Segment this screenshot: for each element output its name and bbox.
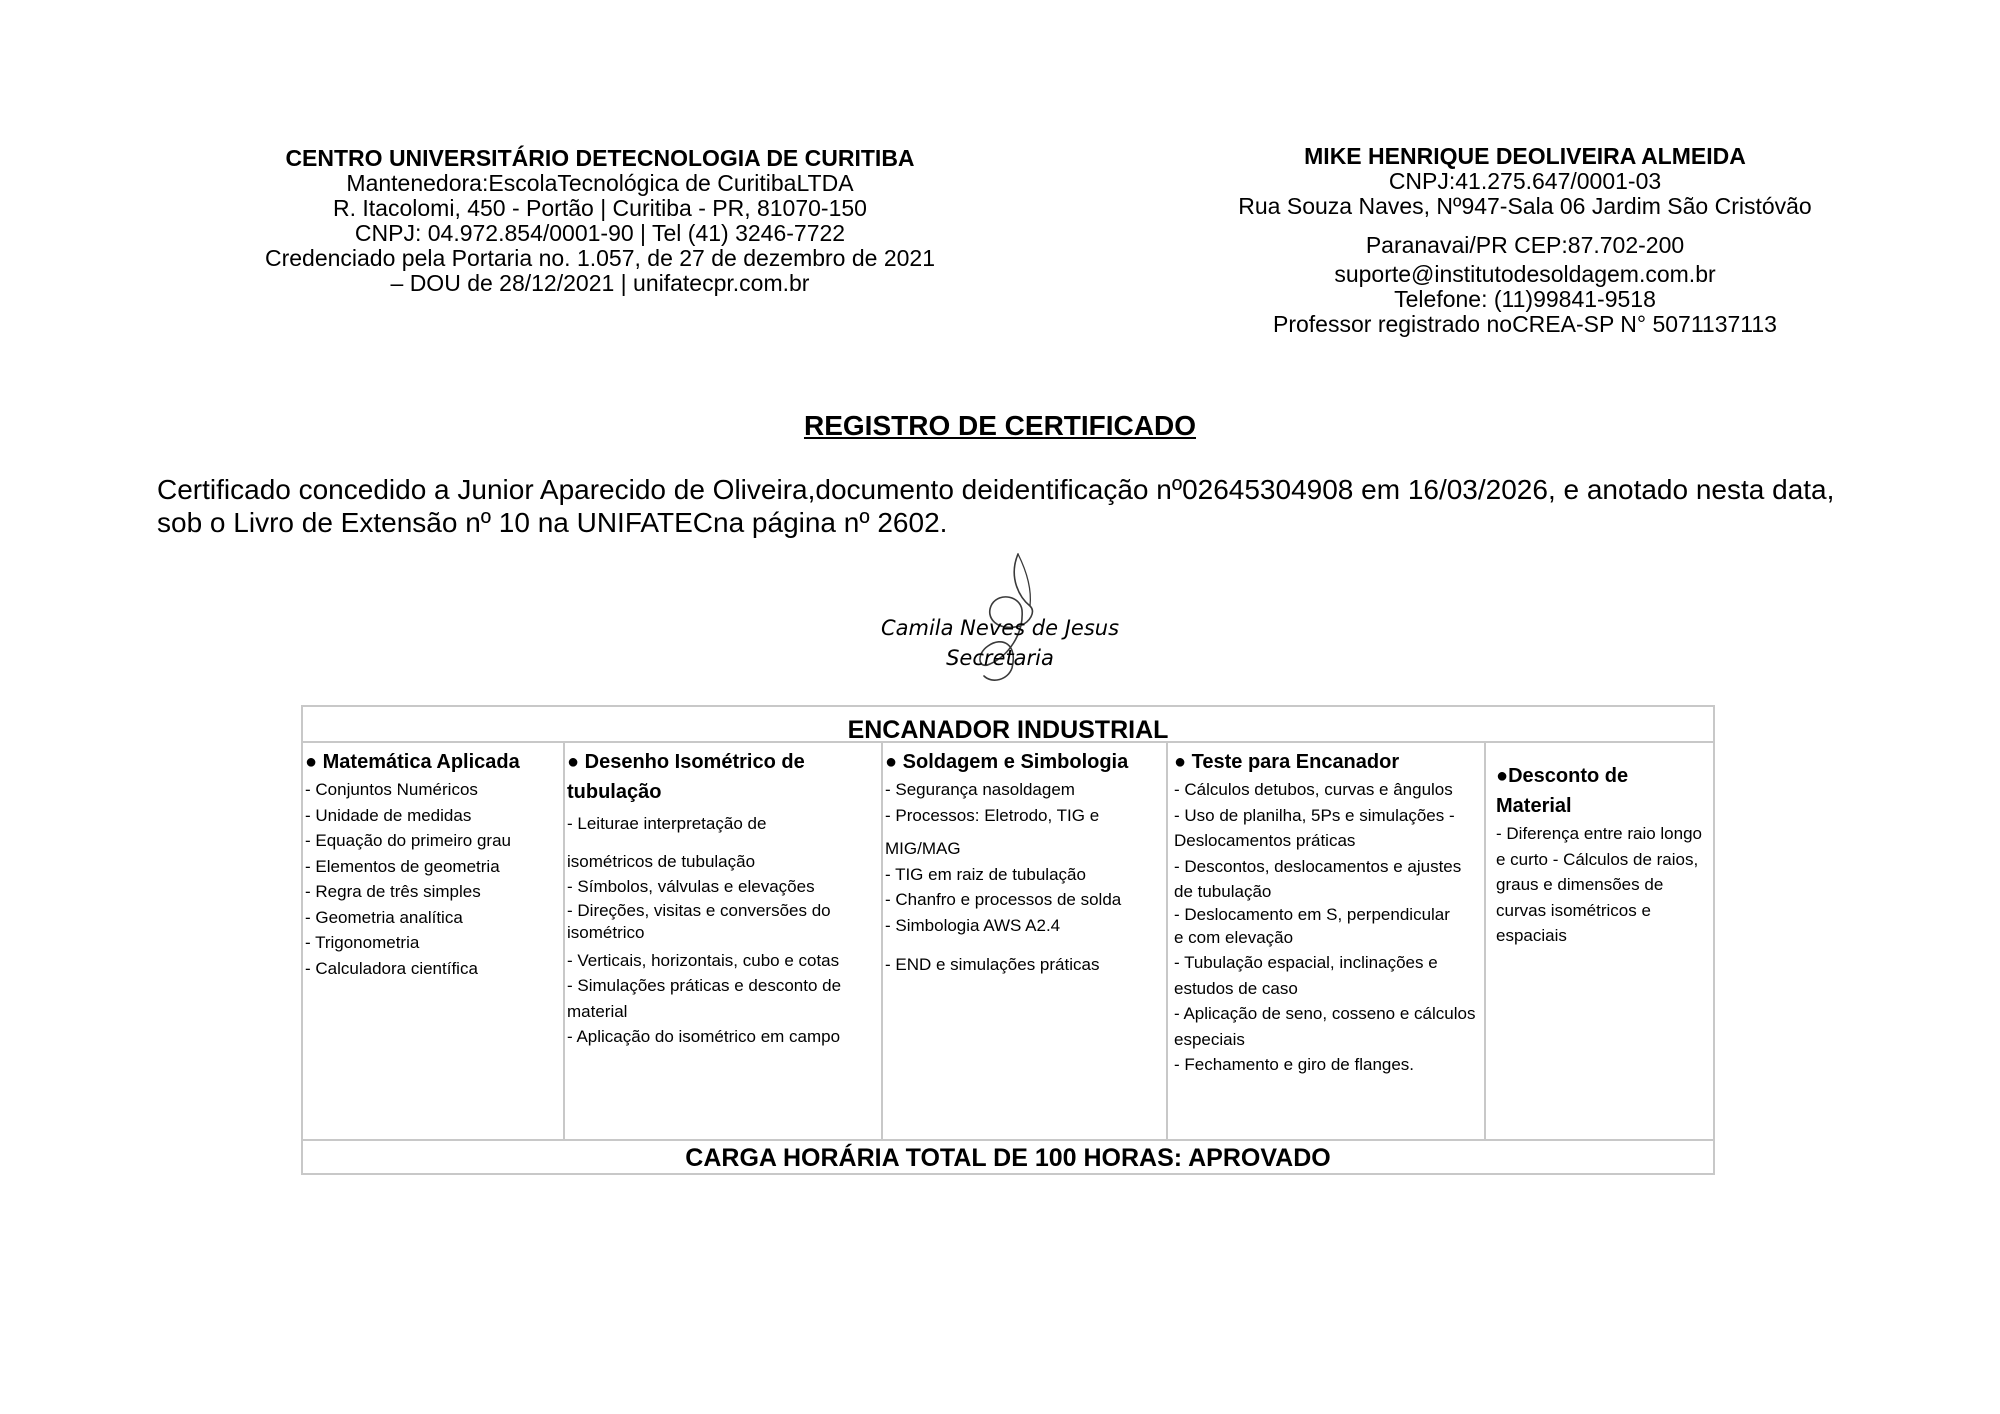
- module-column: [883, 743, 1168, 1139]
- module-column: [565, 743, 883, 1139]
- module-item: - Deslocamento em S, perpendicular: [1174, 904, 1450, 924]
- module-title: ●Desconto de Material: [1496, 765, 1629, 817]
- module-item: - Conjuntos Numéricos: [305, 780, 478, 799]
- module-item: - Verticais, horizontais, cubo e cotas: [567, 950, 840, 970]
- module-column: [1168, 743, 1486, 1139]
- institution-accreditation: Credenciado pela Portaria no. 1.057, de 27 de dezembro de 2021: [264, 245, 936, 271]
- module-item: - Aplicação de seno, cosseno e cálculos especiais: [1174, 1004, 1476, 1049]
- module-item: - Elementos de geometria: [305, 856, 500, 876]
- module-item: - Fechamento e giro de flanges.: [1174, 1055, 1415, 1074]
- module-item: isométricos de tubulação: [567, 851, 756, 871]
- course-footer: CARGA HORÁRIA TOTAL DE 100 HORAS: APROVADO: [685, 1144, 1331, 1172]
- module-column: [1486, 743, 1713, 1139]
- module-item: e com elevação: [1174, 927, 1294, 947]
- provider-phone: Telefone: (11)99841-9518: [1394, 286, 1656, 312]
- module-item: - Equação do primeiro grau: [305, 831, 512, 850]
- module-item: - Simulações práticas e desconto de material: [567, 976, 842, 1021]
- registration-title: REGISTRO DE CERTIFICADO: [803, 410, 1196, 441]
- provider-address: Rua Souza Naves, Nº947-Sala 06 Jardim São Cristóvão: [1238, 193, 1812, 219]
- module-item: - Símbolos, válvulas e elevações: [567, 877, 815, 896]
- module-item: - Cálculos detubos, curvas e ângulos: [1174, 780, 1453, 799]
- module-item: - Simbologia AWS A2.4: [885, 915, 1061, 935]
- module-item: - Regra de três simples: [305, 882, 481, 901]
- module-item: - Tubulação espacial, inclinações e estudos de caso: [1174, 953, 1438, 998]
- registration-text: Certificado concedido a Junior Aparecido de Oliveira,documento deidentificação nº02645304908 em 16/03/2026, e anotado nesta data, sob o Livro de Extensão nº 10 na UNIFATECna página nº 2602.: [157, 474, 1835, 538]
- provider-city: Paranavai/PR CEP:87.702-200: [1365, 232, 1685, 258]
- institution-address: R. Itacolomi, 450 - Portão | Curitiba - PR, 81070-150: [333, 195, 867, 221]
- provider-email: suporte@institutodesoldagem.com.br: [1334, 261, 1716, 287]
- module-item: - Aplicação do isométrico em campo: [567, 1027, 841, 1046]
- course-table: [301, 705, 1715, 1175]
- module-title: ● Desenho Isométrico de tubulação: [567, 751, 805, 803]
- module-item: - Segurança nasoldagem: [885, 780, 1075, 799]
- module-item: - Direções, visitas e conversões do isométrico: [567, 900, 831, 942]
- institution-maintainer: Mantenedora:EscolaTecnológica de CuritibaLTDA: [346, 170, 854, 196]
- module-column: [303, 743, 565, 1139]
- module-item: - TIG em raiz de tubulação: [885, 864, 1086, 884]
- course-modules: [303, 743, 1713, 1141]
- module-item: - Diferença entre raio longo e curto - Cálculos de raios, graus e dimensões de curvas isométricos e espaciais: [1496, 824, 1703, 945]
- module-item: MIG/MAG: [885, 839, 961, 858]
- provider-header: [1205, 144, 1845, 337]
- module-item: - Processos: Eletrodo, TIG e: [885, 805, 1100, 825]
- provider-cnpj: CNPJ:41.275.647/0001-03: [1388, 168, 1662, 194]
- course-title: ENCANADOR INDUSTRIAL: [303, 707, 1713, 743]
- module-title: ● Soldagem e Simbologia: [885, 751, 1129, 773]
- module-item: - Geometria analítica: [305, 907, 463, 927]
- module-title: ● Matemática Aplicada: [305, 751, 520, 773]
- module-item: - Leiturae interpretação de: [567, 814, 767, 833]
- provider-name: MIKE HENRIQUE DEOLIVEIRA ALMEIDA: [1304, 143, 1746, 169]
- signature-name: Camila Neves de Jesus: [880, 616, 1120, 640]
- module-item: - Descontos, deslocamentos e ajustes de tubulação: [1174, 856, 1462, 901]
- module-item: - Uso de planilha, 5Ps e simulações - Deslocamentos práticas: [1174, 805, 1455, 850]
- institution-header: [230, 146, 970, 296]
- institution-name: CENTRO UNIVERSITÁRIO DETECNOLOGIA DE CURITIBA: [285, 145, 915, 171]
- institution-dou: – DOU de 28/12/2021 | unifatecpr.com.br: [390, 270, 810, 296]
- institution-cnpj-tel: CNPJ: 04.972.854/0001-90 | Tel (41) 3246-7722: [354, 220, 846, 246]
- provider-registration: Professor registrado noCREA-SP N° 5071137113: [1273, 311, 1777, 337]
- module-item: - Trigonometria: [305, 933, 420, 952]
- module-item: - Calculadora científica: [305, 958, 478, 978]
- module-title: ● Teste para Encanador: [1174, 751, 1400, 773]
- module-item: - Chanfro e processos de solda: [885, 890, 1122, 909]
- module-item: - Unidade de medidas: [305, 805, 472, 825]
- signature-role: Secretaria: [946, 646, 1054, 670]
- module-item: - END e simulações práticas: [885, 955, 1100, 974]
